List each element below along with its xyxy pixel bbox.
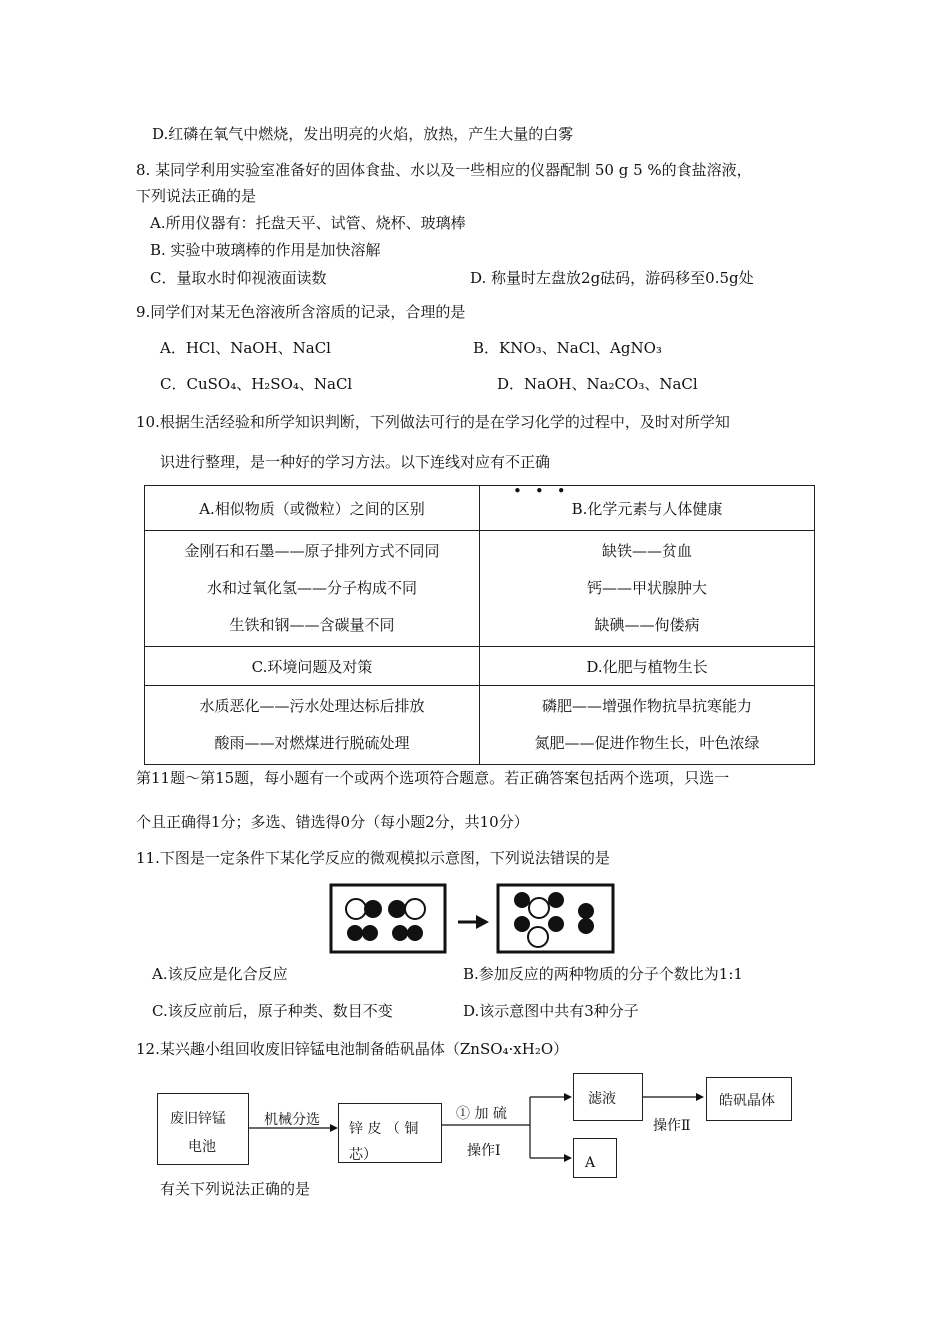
step-mechanical-sort: 机械分选 bbox=[264, 1112, 320, 1128]
table-cell-a-title: A.相似物质（或微粒）之间的区别 bbox=[145, 486, 480, 531]
table-cell-b-items bbox=[480, 531, 815, 647]
q11-option-b: B.参加反应的两种物质的分子个数比为1:1 bbox=[463, 965, 743, 983]
operation-1-label: 操作Ⅰ bbox=[467, 1143, 501, 1159]
table-item: 缺铁——贫血 bbox=[601, 542, 692, 560]
section-line2: 个且正确得1分；多选、错选得0分（每小题2分，共10分） bbox=[136, 813, 529, 831]
q8-option-c: C．量取水时仰视液面读数 bbox=[150, 269, 327, 287]
white-atom bbox=[529, 898, 549, 918]
q9-stem: 9.同学们对某无色溶液所含溶质的记录，合理的是 bbox=[136, 303, 466, 321]
table-item: 水和过氧化氢——分子构成不同 bbox=[206, 579, 417, 597]
flow-arrowhead bbox=[696, 1093, 704, 1101]
black-atom bbox=[578, 918, 594, 934]
filtrate-box bbox=[573, 1073, 643, 1121]
q8-option-d: D. 称量时左盘放2g砝码，游码移至0.5g处 bbox=[470, 269, 754, 287]
q9-option-a: A．HCl、NaOH、NaCl bbox=[160, 339, 331, 357]
q10-stem-line2: 识进行整理，是一种好的学习方法。以下连线对应有不正确 bbox=[160, 453, 551, 471]
q11-option-c: C.该反应前后，原子种类、数目不变 bbox=[152, 1002, 393, 1020]
table-cell-c-title: C.环境问题及对策 bbox=[145, 647, 480, 686]
q9-option-b: B．KNO₃、NaCl、AgNO₃ bbox=[473, 339, 662, 357]
crystal-box bbox=[706, 1077, 792, 1121]
black-atom bbox=[548, 892, 564, 908]
white-atom bbox=[346, 899, 366, 919]
reaction-arrow-head bbox=[476, 915, 489, 929]
table-cell-d-items bbox=[480, 686, 815, 765]
q11-option-a: A.该反应是化合反应 bbox=[152, 965, 288, 983]
q9-option-c: C．CuSO₄、H₂SO₄、NaCl bbox=[160, 375, 353, 393]
black-atom bbox=[407, 925, 423, 941]
battery-box bbox=[157, 1093, 249, 1165]
black-atom bbox=[388, 900, 406, 918]
battery-label-line1: 废旧锌锰 bbox=[170, 1111, 226, 1127]
black-atom bbox=[578, 903, 594, 919]
table-item: 生铁和钢——含碳量不同 bbox=[229, 616, 395, 634]
battery-label-line2: 电池 bbox=[188, 1139, 216, 1155]
table-cell-d-title: D.化肥与植物生长 bbox=[480, 647, 815, 686]
table-cell-b-title: B.化学元素与人体健康 bbox=[480, 486, 815, 531]
white-atom bbox=[528, 927, 548, 947]
q8-option-b: B. 实验中玻璃棒的作用是加快溶解 bbox=[150, 241, 381, 259]
q10-stem-line1: 10.根据生活经验和所学知识判断，下列做法可行的是在学习化学的过程中，及时对所学知 bbox=[136, 413, 730, 431]
residue-box bbox=[573, 1138, 617, 1178]
black-atom bbox=[514, 916, 530, 932]
crystal-label: 皓矾晶体 bbox=[719, 1093, 775, 1109]
q7-option-d: D.红磷在氧气中燃烧，发出明亮的火焰，放热，产生大量的白雾 bbox=[152, 125, 574, 143]
operation-2-label: 操作Ⅱ bbox=[653, 1118, 691, 1134]
q8-stem-line2: 下列说法正确的是 bbox=[136, 187, 257, 205]
table-item: 金刚石和石墨——原子排列方式不同同 bbox=[184, 542, 440, 560]
emphasis-dots: ••• bbox=[513, 482, 579, 500]
q8-option-a: A.所用仪器有：托盘天平、试管、烧杯、玻璃棒 bbox=[150, 214, 466, 232]
table-item: 缺碘——佝偻病 bbox=[594, 616, 700, 634]
reactants-box bbox=[331, 885, 445, 952]
table-item: 酸雨——对燃煤进行脱硫处理 bbox=[214, 734, 410, 752]
q9-option-d: D．NaOH、Na₂CO₃、NaCl bbox=[497, 375, 698, 393]
q12-stem: 12.某兴趣小组回收废旧锌锰电池制备皓矾晶体（ZnSO₄·xH₂O） bbox=[136, 1040, 569, 1058]
filtrate-label: 滤液 bbox=[588, 1091, 616, 1107]
q11-stem: 11.下图是一定条件下某化学反应的微观模拟示意图，下列说法错误的是 bbox=[136, 849, 610, 867]
table-item: 水质恶化——污水处理达标后排放 bbox=[199, 697, 425, 715]
flow-arrowhead bbox=[564, 1154, 572, 1162]
q8-stem-line1: 8. 某同学利用实验室准备好的固体食盐、水以及一些相应的仪器配制 50 g 5 %的食盐溶液， bbox=[136, 161, 752, 179]
black-atom bbox=[347, 925, 363, 941]
table-cell-c-items bbox=[145, 686, 480, 765]
zinc-shell-box bbox=[338, 1103, 442, 1163]
table-item: 磷肥——增强作物抗旱抗寒能力 bbox=[541, 697, 752, 715]
q11-option-d: D.该示意图中共有3种分子 bbox=[463, 1002, 639, 1020]
products-box bbox=[498, 885, 613, 952]
flow-arrowhead bbox=[330, 1124, 338, 1132]
section-line1: 第11题～第15题，每小题有一个或两个选项符合题意。若正确答案包括两个选项，只选一 bbox=[136, 769, 730, 787]
black-atom bbox=[514, 892, 530, 908]
table-item: 钙——甲状腺肿大 bbox=[586, 579, 707, 597]
flow-arrowhead bbox=[564, 1093, 572, 1101]
table-cell-a-items bbox=[145, 531, 480, 647]
step-add-sulfuric: ① 加 硫 bbox=[456, 1106, 507, 1122]
white-atom bbox=[405, 899, 425, 919]
table-item: 氮肥——促进作物生长，叶色浓绿 bbox=[534, 734, 760, 752]
knowledge-table bbox=[144, 482, 815, 765]
zinc-label-line1: 锌 皮 （ 铜 bbox=[349, 1121, 419, 1137]
black-atom bbox=[392, 925, 408, 941]
black-atom bbox=[548, 916, 564, 932]
black-atom bbox=[364, 900, 382, 918]
q12-after-text: 有关下列说法正确的是 bbox=[160, 1180, 311, 1198]
residue-label: A bbox=[585, 1155, 596, 1171]
zinc-label-line2: 芯） bbox=[349, 1147, 377, 1163]
black-atom bbox=[362, 925, 378, 941]
